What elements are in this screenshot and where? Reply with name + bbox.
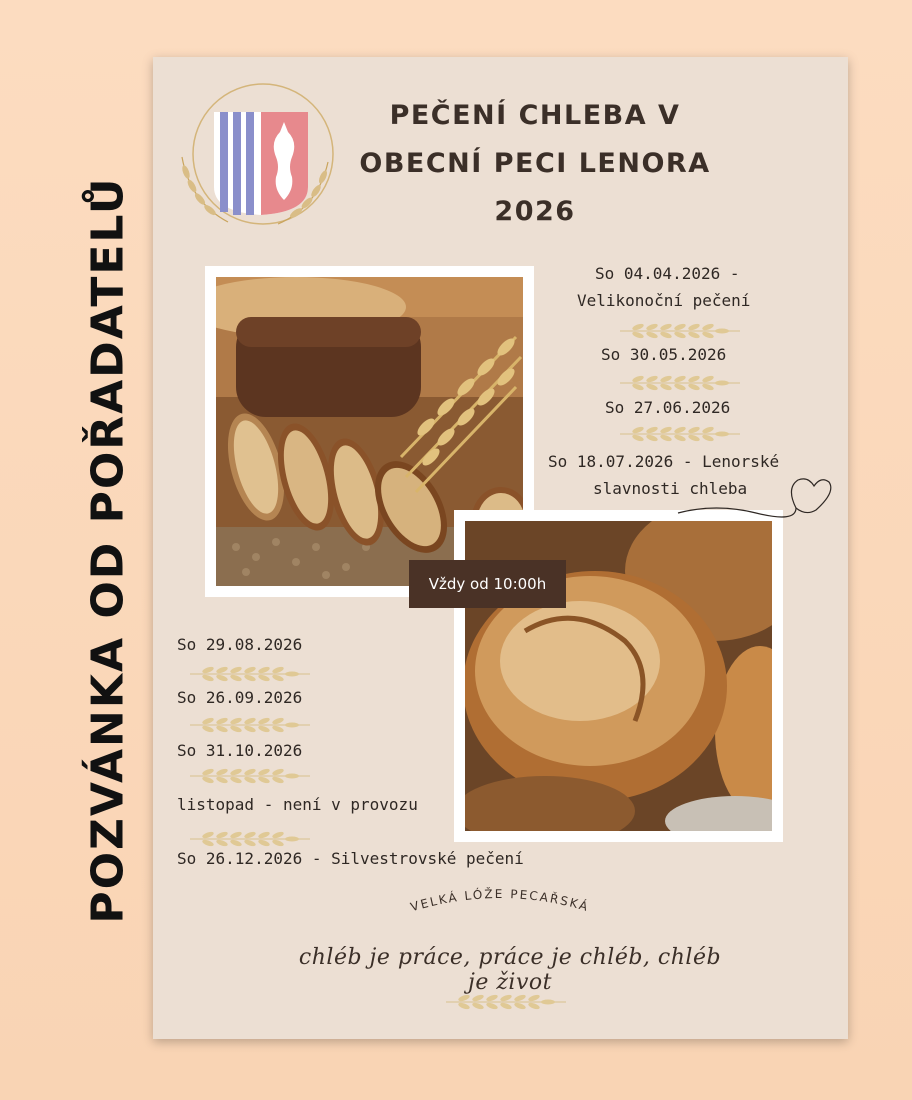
wheat-icon xyxy=(188,828,312,850)
date-04-04: So 04.04.2026 - xyxy=(595,264,740,283)
date-18-07-desc: slavnosti chleba xyxy=(593,479,748,498)
svg-text:VELKÁ LÓŽE PECAŘSKÁ xyxy=(409,886,592,914)
date-26-09: So 26.09.2026 xyxy=(177,688,303,707)
date-30-05: So 30.05.2026 xyxy=(601,345,727,364)
title-line-1: PEČENÍ CHLEBA V xyxy=(389,100,681,131)
coat-of-arms-icon xyxy=(168,72,348,237)
lodge-name-text: VELKÁ LÓŽE PECAŘSKÁ xyxy=(408,886,592,915)
time-badge: Vždy od 10:00h xyxy=(409,560,566,608)
lodge-name xyxy=(370,868,630,928)
title-line-3: 2026 xyxy=(494,196,576,227)
date-november: listopad - není v provozu xyxy=(177,795,418,814)
date-29-08: So 29.08.2026 xyxy=(177,635,303,654)
wheat-icon xyxy=(618,372,742,394)
wheat-icon xyxy=(188,714,312,736)
title-line-2: OBECNÍ PECI LENORA xyxy=(359,148,711,179)
date-18-07: So 18.07.2026 - Lenorské xyxy=(548,452,780,471)
date-04-04-desc: Velikonoční pečení xyxy=(577,291,751,310)
wheat-icon xyxy=(188,663,312,685)
date-31-10: So 31.10.2026 xyxy=(177,741,303,760)
date-26-12: So 26.12.2026 - Silvestrovské pečení xyxy=(177,849,524,868)
heart-icon xyxy=(676,468,836,523)
wheat-icon xyxy=(188,765,312,787)
motto: chléb je práce, práce je chléb, chléb je život xyxy=(298,945,722,995)
wheat-icon xyxy=(618,423,742,445)
event-title xyxy=(330,92,740,236)
wheat-icon xyxy=(618,320,742,342)
date-27-06: So 27.06.2026 xyxy=(605,398,731,417)
side-title: POZVÁNKA OD POŘADATELŮ xyxy=(82,176,134,924)
